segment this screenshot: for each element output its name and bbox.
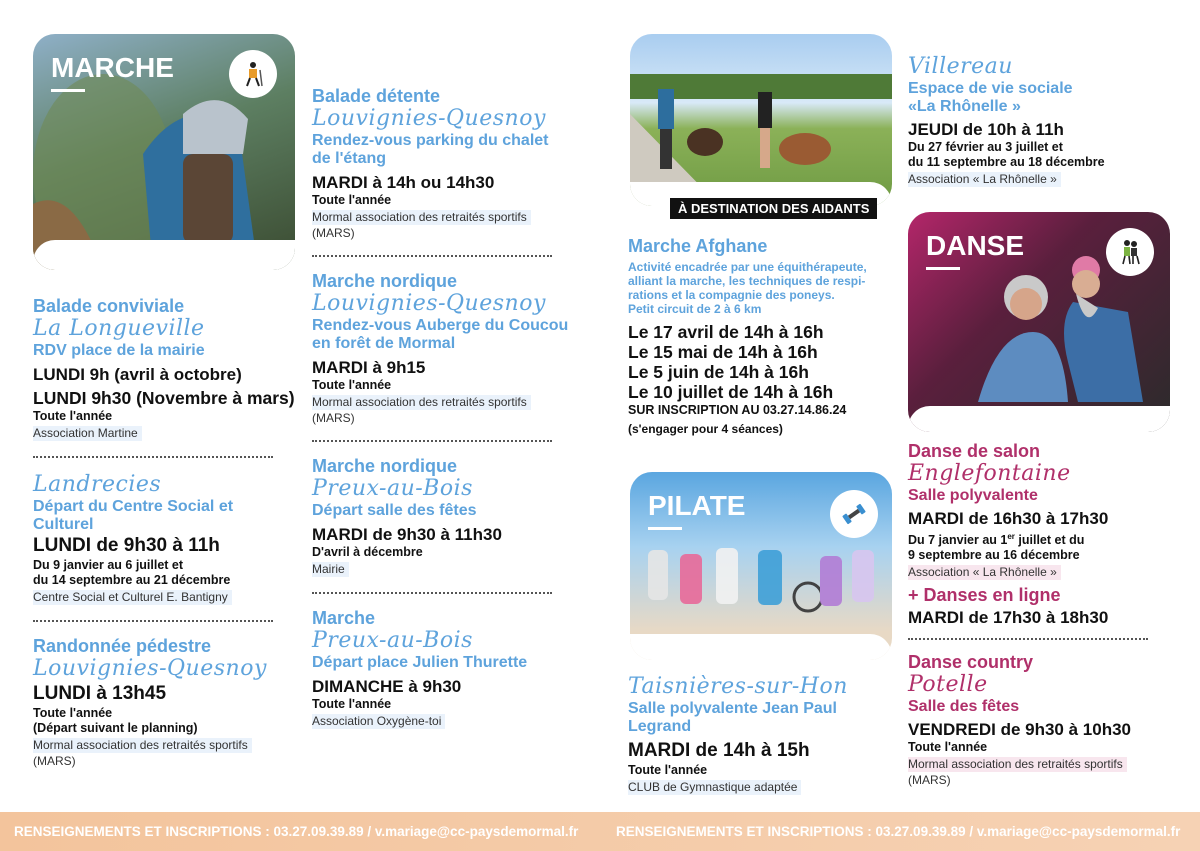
title-underline — [648, 527, 682, 530]
dancers-icon-badge — [1106, 228, 1154, 276]
schedule-time: LUNDI de 9h30 à 11h — [33, 535, 220, 556]
schedule-time: MARDI de 17h30 à 18h30 — [908, 608, 1109, 628]
pilate-title: PILATE — [648, 490, 746, 521]
schedule-time: LUNDI à 13h45 — [33, 683, 167, 704]
town-name: Preux-au-Bois — [312, 628, 473, 653]
pilate-image-card — [630, 472, 892, 660]
divider — [33, 620, 273, 622]
period: Toute l'année — [312, 193, 392, 207]
footer-contact-left: RENSEIGNEMENTS ET INSCRIPTIONS : 03.27.09.39.89 / v.mariage@cc-paysdemormal.fr — [14, 824, 579, 839]
period: Du 7 janvier au 1er juillet et du — [908, 532, 1085, 548]
commitment-note: (s'engager pour 4 séances) — [628, 422, 783, 436]
organizer-acronym: (MARS) — [312, 226, 355, 240]
column-3-bottom — [628, 674, 898, 796]
town-name: Englefontaine — [908, 461, 1071, 486]
activity-title: Balade conviviale — [33, 296, 185, 316]
venue: Salle des fêtes — [908, 698, 1020, 716]
date-line: Le 5 juin de 14h à 16h — [628, 362, 809, 382]
venue: Espace de vie sociale — [908, 80, 1073, 97]
schedule-time: DIMANCHE à 9h30 — [312, 677, 462, 696]
period: Toute l'année — [312, 378, 392, 392]
venue: «La Rhônelle » — [908, 98, 1021, 115]
town-name: Potelle — [908, 672, 988, 698]
organizer: Centre Social et Culturel E. Bantigny — [33, 590, 232, 605]
dancers-icon — [1116, 238, 1144, 266]
schedule-time: MARDI de 9h30 à 11h30 — [312, 525, 502, 544]
activity-title: Marche nordique — [312, 271, 458, 291]
divider — [312, 255, 552, 257]
schedule-time: LUNDI 9h30 (Novembre à mars) — [33, 388, 295, 408]
town-name: Preux-au-Bois — [312, 476, 473, 501]
period: 9 septembre au 16 décembre — [908, 548, 1080, 563]
meeting-place: Départ salle des fêtes — [312, 502, 477, 519]
marche-image-card — [33, 34, 295, 270]
organizer: Association Martine — [33, 426, 142, 441]
danse-title: DANSE — [926, 230, 1025, 261]
hiker-icon — [239, 60, 267, 88]
date-line: Le 17 avril de 14h à 16h — [628, 322, 824, 342]
dumbbell-icon-badge — [830, 490, 878, 538]
column-4-bottom — [908, 441, 1188, 788]
meeting-place: Salle polyvalente Jean Paul Legrand — [628, 700, 837, 735]
meeting-place: Rendez-vous parking du chalet de l'étang — [312, 132, 549, 167]
footer-contact-right: RENSEIGNEMENTS ET INSCRIPTIONS : 03.27.09.39.89 / v.mariage@cc-paysdemormal.fr — [616, 824, 1181, 839]
organizer: Mormal association des retraités sportifs — [33, 738, 252, 753]
description-line: Petit circuit de 2 à 6 km — [628, 302, 762, 316]
schedule-time: MARDI de 16h30 à 17h30 — [908, 509, 1109, 528]
column-3 — [628, 236, 898, 437]
activity-title: Marche nordique — [312, 456, 458, 476]
date-line: Le 10 juillet de 14h à 16h — [628, 382, 834, 402]
period: Toute l'année — [628, 763, 708, 777]
divider — [908, 638, 1148, 640]
description-line: alliant la marche, les techniques de respi- — [628, 274, 866, 288]
organizer: Association « La Rhônelle » — [908, 565, 1061, 580]
period: D'avril à décembre — [312, 545, 423, 559]
column-4 — [908, 54, 1188, 188]
description-line: rations et la compagnie des poneys. — [628, 288, 835, 302]
period: Toute l'année — [908, 740, 988, 755]
period-note: (Départ suivant le planning) — [33, 721, 198, 735]
period: du 11 septembre au 18 décembre — [908, 155, 1105, 169]
title-underline — [926, 267, 960, 270]
organizer: Mairie — [312, 562, 349, 577]
divider — [312, 440, 552, 442]
schedule-time: MARDI de 14h à 15h — [628, 740, 810, 761]
organizer: Mormal association des retraités sportifs — [312, 395, 531, 410]
ponies-photo — [630, 34, 892, 206]
period: Toute l'année — [312, 697, 392, 711]
schedule-time: MARDI à 9h15 — [312, 358, 426, 377]
period: Toute l'année — [33, 409, 113, 423]
activity-title: Marche — [312, 608, 376, 628]
date-line: Le 15 mai de 14h à 16h — [628, 342, 818, 362]
organizer-acronym: (MARS) — [908, 773, 951, 788]
venue: Salle polyvalente — [908, 487, 1038, 504]
activity-title: Danse de salon — [908, 441, 1041, 461]
meeting-place: Départ du Centre Social et Culturel — [33, 498, 234, 533]
organizer: Association « La Rhônelle » — [908, 172, 1061, 187]
activity-title: Danse country — [908, 652, 1034, 673]
dumbbell-icon — [839, 499, 869, 529]
extra-activity: + Danses en ligne — [908, 585, 1061, 606]
meeting-place: RDV place de la mairie — [33, 342, 205, 359]
ponies-photo-card — [630, 34, 892, 206]
period: du 14 septembre au 21 décembre — [33, 573, 231, 587]
organizer: CLUB de Gymnastique adaptée — [628, 780, 801, 795]
title-underline — [51, 89, 85, 92]
meeting-place: Départ place Julien Thurette — [312, 654, 528, 671]
organizer: Association Oxygène-toi — [312, 714, 445, 729]
schedule-time: MARDI à 14h ou 14h30 — [312, 173, 495, 192]
meeting-place: Rendez-vous Auberge du Coucou en forêt de Mormal — [312, 317, 569, 352]
period: Du 27 février au 3 juillet et — [908, 140, 1063, 154]
organizer-acronym: (MARS) — [312, 411, 355, 425]
activity-title: Balade détente — [312, 86, 441, 106]
divider — [312, 592, 552, 594]
registration-phone: SUR INSCRIPTION AU 03.27.14.86.24 — [628, 403, 847, 417]
caregivers-label: À DESTINATION DES AIDANTS — [670, 198, 877, 219]
divider — [33, 456, 273, 458]
organizer: Mormal association des retraités sportifs — [908, 757, 1127, 772]
schedule-time: LUNDI 9h (avril à octobre) — [33, 365, 242, 384]
period: Toute l'année — [33, 706, 113, 720]
footer-bar — [0, 812, 1200, 851]
schedule-time: VENDREDI de 9h30 à 10h30 — [908, 720, 1131, 740]
marche-title: MARCHE — [51, 52, 174, 83]
danse-image-card — [908, 212, 1170, 432]
column-1 — [33, 296, 295, 769]
column-2 — [312, 86, 582, 730]
town-name: Villereau — [908, 54, 1013, 79]
description-line: Activité encadrée par une équithérapeute, — [628, 260, 867, 274]
town-name: Louvignies-Quesnoy — [312, 291, 546, 316]
period: Du 9 janvier au 6 juillet et — [33, 558, 184, 572]
organizer-acronym: (MARS) — [33, 754, 76, 768]
hiker-icon-badge — [229, 50, 277, 98]
town-name: Landrecies — [33, 472, 162, 497]
town-name: Louvignies-Quesnoy — [33, 656, 267, 681]
schedule-time: JEUDI de 10h à 11h — [908, 120, 1064, 139]
organizer: Mormal association des retraités sportifs — [312, 210, 531, 225]
activity-title: Marche Afghane — [628, 236, 768, 256]
town-name: La Longueville — [33, 316, 205, 341]
town-name: Louvignies-Quesnoy — [312, 106, 546, 131]
town-name: Taisnières-sur-Hon — [628, 674, 848, 699]
activity-title: Randonnée pédestre — [33, 636, 212, 656]
